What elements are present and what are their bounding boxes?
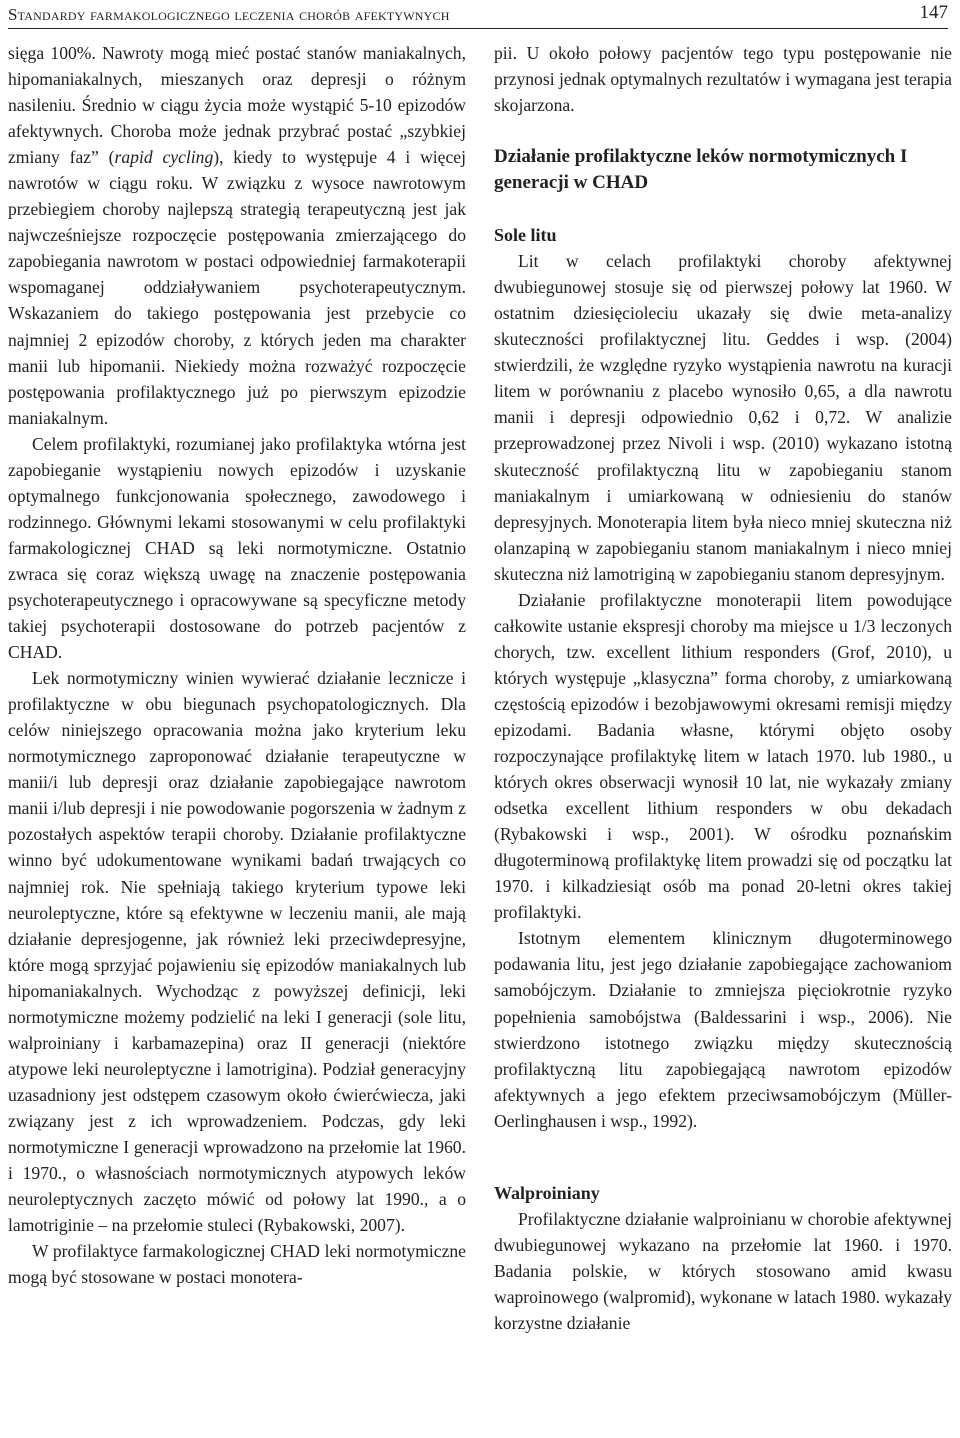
- subsection-heading-valproate: Walproiniany: [494, 1182, 600, 1203]
- paragraph: Profilaktyczne działanie walproinianu w chorobie afektywnej dwubiegunowej wykazano na przełomie lat 1960. i 1970. Badania polskie, w których stosowano amid kwasu waproinowego (walpromid), wykonane w latach 1980. wykazały korzystne działanie: [494, 1208, 952, 1333]
- subsection-heading-lithium: Sole litu: [494, 225, 557, 246]
- rapid-cycling-term: rapid cycling: [114, 147, 214, 168]
- paragraph: Działanie profilaktyczne monoterapii litem powodujące całkowite ustanie ekspresji choroby ma miejsce u 1/3 leczonych chorych, tzw. excellent lithium responders (Grof, 2010), u których występuje „klasyczna” forma choroby, z umiarkowaną częstością epizodów i bezobjawowymi okresami remisji między epizodami. Badania własne, którymi objęto osoby rozpoczynające profilaktykę litem w latach 1970. lub 1980., u których okres obserwacji wynosił 10 lat, nie wykazały zmiany odsetka excellent lithium responders w obu dekadach (Rybakowski i wsp., 2001). W ośrodku poznańskim długoterminową profilaktykę litem prowadzi się od początku lat 1970. i kilkadziesiąt osób ma ponad 20-letni okres takiej profilaktyki.: [494, 589, 952, 923]
- paragraph: W profilaktyce farmakologicznej CHAD leki normotymiczne mogą być stosowane w postaci monotera-: [8, 1241, 466, 1288]
- paragraph: Istotnym elementem klinicznym długoterminowego podawania litu, jest jego działanie zapobiegające zachowaniom samobójczym. Działanie to zmniejsza pięciokrotnie ryzyko popełnienia samobójstwa (Baldessarini i wsp., 2006). Nie stwierdzono istotnego związku między skutecznością profilaktyczną litu zapobiegającą nawrotom epizodów afektywnych a jego efektem przeciwsamobójczym (Müller-Oerlinghausen i wsp., 1992).: [494, 928, 952, 1131]
- running-header: [8, 2, 948, 29]
- page-number: 147: [919, 2, 948, 23]
- paragraph: sięga 100%. Nawroty mogą mieć postać stanów maniakalnych, hipomaniakalnych, mieszanych oraz depresji o różnym nasileniu. Średnio w ciągu życia może wystąpić 5-10 epizodów afektywnych. Choroba może jednak przybrać postać „szybkiej zmiany faz” (rapid cycling), kiedy to występuje 4 i więcej nawrotów w ciągu roku. W związku z wysoce nawrotowym przebiegiem choroby najlepszą strategią terapeutyczną jest jak najwcześniejsze rozpoczęcie postępowania zmierzającego do zapobiegania nawrotom w postaci odpowiedniej farmakoterapii wspomaganej oddziaływaniem psychoterapeutycznym. Wskazaniem do takiego postępowania jest przebycie co najmniej 2 epizodów choroby, z których jeden ma charakter manii lub hipomanii. Niekiedy można rozważyć rozpoczęcie postępowania profilaktycznego już po pierwszym epizodzie maniakalnym.: [8, 43, 466, 428]
- paragraph: Celem profilaktyki, rozumianej jako profilaktyka wtórna jest zapobieganie wystąpieniu nowych epizodów i uzyskanie optymalnego funkcjonowania społecznego, zawodowego i rodzinnego. Głównymi lekami stosowanymi w celu profilaktyki farmakologicznej CHAD są leki normotymiczne. Ostatnio zwraca się coraz większą uwagę na znaczenie postępowania psychoterapeutycznego i opracowywane są specyficzne metody takiej psychoterapii dostosowane do potrzeb pacjentów z CHAD.: [8, 433, 466, 663]
- right-column: [494, 40, 952, 1436]
- paragraph: Lek normotymiczny winien wywierać działanie lecznicze i profilaktyczne w obu biegunach psychopatologicznych. Dla celów niniejszego opracowania można jako kryterium leku normotymicznego zaproponować działanie terapeutyczne w manii/i lub depresji oraz działanie zapobiegające nawrotom manii i/lub depresji i nie powodowanie pogorszenia w żadnym z pozostałych aspektów terapii choroby. Działanie profilaktyczne winno być udokumentowane wynikami badań trwających co najmniej rok. Nie spełniają takiego kryterium typowe leki neuroleptyczne, które są efektywne w leczeniu manii, ale mają działanie depresjogenne, jak również leki przeciwdepresyjne, które mogą sprzyjać pojawieniu się epizodów maniakalnych lub hipomaniakalnych. Wychodząc z powyższej definicji, leki normotymiczne możemy podzielić na leki I generacji (sole litu, walproiniany i karbamazepina) oraz II generacji (niektóre atypowe leki neuroleptyczne i lamotrigina). Podział generacyjny uzasadniony jest odstępem czasowym około ćwierćwiecza, jaki związany jest z ich wprowadzeniem. Podczas, gdy leki normotymiczne I generacji wprowadzono na przełomie lat 1960. i 1970., o własnościach normotymicznych atypowych leków neuroleptycznych zaczęto mówić od połowy lat 1990., a o lamotriginie – na przełomie stuleci (Rybakowski, 2007).: [8, 668, 466, 1236]
- left-column: [8, 40, 466, 1436]
- running-title: Standardy farmakologicznego leczenia chorób afektywnych: [8, 5, 450, 24]
- paragraph: Lit w celach profilaktyki choroby afektywnej dwubiegunowej stosuje się od pierwszej połowy lat 1960. W ostatnim dziesięcioleciu ukazały się dwie meta-analizy skuteczności profilaktycznej litu. Geddes i wsp. (2004) stwierdzili, że względne ryzyko wystąpienia nawrotu na kuracji litem w porównaniu z placebo wynosiło 0,65, a dla nawrotu manii i depresji odpowiednio 0,62 i 0,72. W analizie przeprowadzonej przez Nivoli i wsp. (2010) wykazano istotną skuteczność profilaktyczną litu w zapobieganiu stanom maniakalnym i umiarkowaną w odniesieniu do stanów depresyjnych. Monoterapia litem była nieco mniej skuteczna niż olanzapiną w zapobieganiu stanom maniakalnym i nieco mniej skuteczna niż lamotriginą w zapobieganiu stanom depresyjnym.: [494, 251, 952, 584]
- paragraph: pii. U około połowy pacjentów tego typu postępowanie nie przynosi jednak optymalnych rezultatów i wymagana jest terapia skojarzona.: [494, 43, 952, 116]
- section-heading: Działanie profilaktyczne leków normotymicznych I generacji w CHAD: [494, 146, 908, 194]
